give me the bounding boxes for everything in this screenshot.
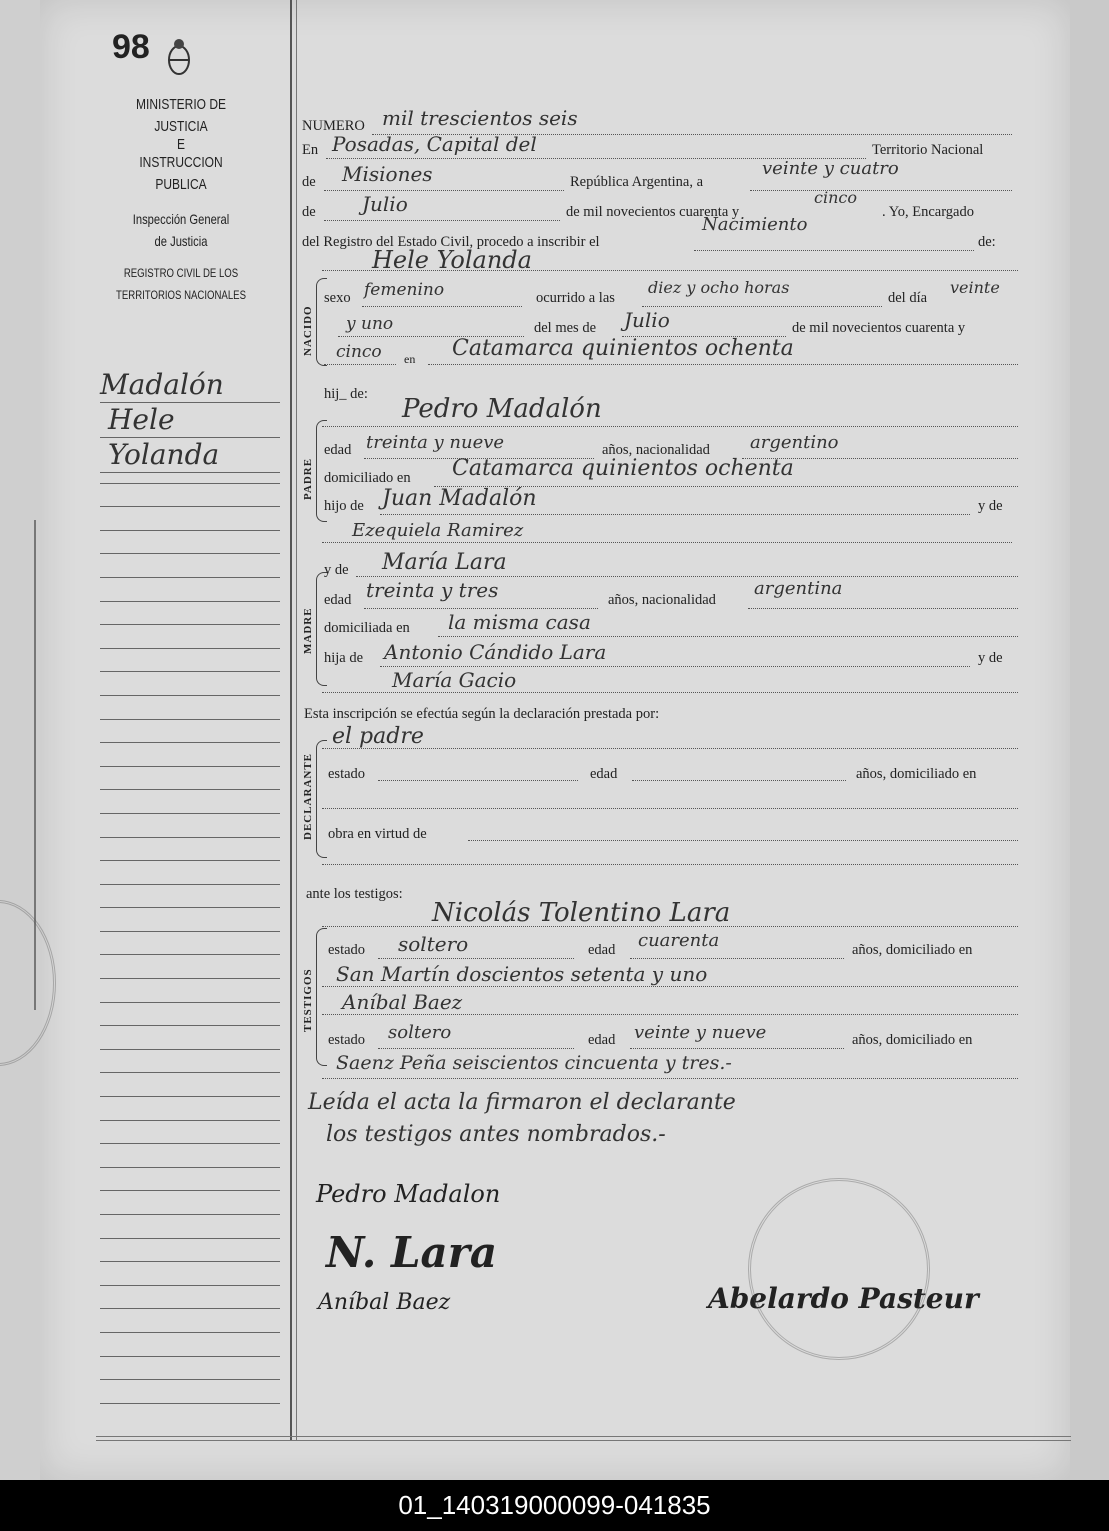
decl-edad-label: edad [590, 766, 618, 782]
madre-label: MADRE [302, 607, 314, 654]
row-declarante-dom [302, 790, 1018, 816]
en-value: Posadas, Capital del [332, 132, 537, 156]
row-testigo1 [302, 898, 1018, 928]
signature-encargado: Abelardo Pasteur [708, 1282, 979, 1315]
en2-label: en [404, 352, 416, 366]
acto-value: Nacimiento [702, 214, 808, 235]
dia-nac-value: veinte [950, 278, 1000, 297]
declaracion-label: Esta inscripción se efectúa según la declaración prestada por: [304, 706, 660, 722]
madre-dom-value: la misma casa [448, 610, 591, 634]
sexo-label: sexo [324, 290, 351, 306]
numero-label: NUMERO [302, 118, 365, 134]
madre-value: María Lara [382, 550, 507, 575]
row-madre-edad [302, 578, 1018, 612]
madre-y-de2-label: y de [978, 650, 1003, 666]
testigos-intro-label: ante los testigos: [306, 886, 403, 902]
padre-label: PADRE [302, 457, 314, 500]
madre-dom-label: domiciliada en [324, 620, 410, 636]
padre-madre-value: Ezequiela Ramirez [352, 520, 524, 541]
nacido-label: NACIDO [302, 305, 314, 356]
bottom-rule-inner [96, 1440, 1071, 1441]
hora-value: diez y ocho horas [648, 278, 790, 297]
official-stamp [748, 1178, 930, 1360]
registro-label: del Registro del Estado Civil, procedo a inscribir el [302, 234, 600, 250]
folio-number: 98 [112, 28, 150, 66]
coat-of-arms-icon [166, 36, 192, 78]
signature-testigo1: N. Lara [326, 1228, 498, 1277]
madre-nac-value: argentina [754, 578, 843, 599]
margin-annotation [100, 368, 280, 473]
row-madre-padres [302, 642, 1018, 668]
encargado-label: . Yo, Encargado [882, 204, 974, 220]
row-madre [302, 552, 1018, 578]
padre-dom-label: domiciliado en [324, 470, 411, 486]
de-label: de [302, 174, 316, 190]
padre-edad-value: treinta y nueve [366, 432, 505, 453]
margin-surname: Madalón [100, 368, 280, 403]
de2-label: de [302, 204, 316, 220]
margin-ruled-lines [100, 460, 280, 1404]
right-page-edge [1070, 0, 1109, 1480]
ministry-line-2: E [176, 136, 185, 153]
numero-value: mil trescientos seis [382, 106, 578, 130]
registry-line-1: REGISTRO CIVIL DE LOS [123, 266, 239, 280]
padre-nac-value: argentino [750, 432, 839, 453]
de-value: Misiones [342, 162, 433, 186]
t2-estado-label: estado [328, 1032, 366, 1048]
year-label: de mil novecientos cuarenta y [566, 204, 740, 220]
testigos-label: TESTIGOS [302, 968, 314, 1032]
row-hijo [302, 382, 1018, 424]
row-obra-2 [302, 852, 1018, 878]
testigo2-value: Aníbal Baez [342, 990, 463, 1014]
image-code-footer: 01_140319000099-041835 [0, 1480, 1109, 1531]
padre-anos-label: años, nacionalidad [602, 442, 710, 458]
margin-divider-inner [296, 0, 297, 1440]
row-t1-estado [302, 930, 1018, 962]
madre-edad-label: edad [324, 592, 352, 608]
de3-label: de: [978, 234, 996, 250]
t2-edad-label: edad [588, 1032, 616, 1048]
registry-line-2: TERRITORIOS NACIONALES [116, 288, 246, 302]
madre-madre-value: María Gacio [392, 668, 517, 692]
row-lugar [302, 336, 1018, 368]
inspection-line-2: de Justicia [154, 233, 208, 249]
sexo-value: femenino [364, 280, 445, 300]
territorio-label: Territorio Nacional [872, 142, 984, 158]
mes-nac-value: Julio [624, 308, 670, 332]
declarante-value: el padre [332, 724, 424, 749]
row-madre-dom [302, 610, 1018, 640]
madre-padre-value: Antonio Cándido Lara [384, 640, 607, 664]
padre-value: Pedro Madalón [402, 394, 602, 424]
madre-y-de-label: y de [324, 562, 349, 578]
padre-edad-label: edad [324, 442, 352, 458]
margin-divider [290, 0, 292, 1440]
t1-edad-label: edad [588, 942, 616, 958]
decl-anos-label: años, domiciliado en [856, 766, 977, 782]
margin-name-1: Hele [100, 403, 280, 438]
row-en [302, 132, 1018, 164]
obra-label: obra en virtud de [328, 826, 427, 842]
row-declarante [302, 724, 1018, 754]
row-sexo [302, 278, 1018, 310]
margin-name-2: Yolanda [100, 438, 280, 473]
t1-estado-value: soltero [398, 932, 469, 956]
row-t2-estado [302, 1022, 1018, 1052]
t1-edad-value: cuarenta [638, 930, 720, 951]
declarante-label: DECLARANTE [302, 752, 314, 840]
t2-dom-value: Saenz Peña seiscientos cincuenta y tres.- [336, 1052, 732, 1074]
hijo-label: hij_ de: [324, 386, 368, 402]
row-t1-dom [302, 962, 1018, 988]
t1-estado-label: estado [328, 942, 366, 958]
mes-label: del mes de [534, 320, 597, 336]
year-nac-value: cinco [336, 342, 382, 362]
t2-anos-label: años, domiciliado en [852, 1032, 973, 1048]
row-declarante-estado [302, 762, 1018, 788]
row-territorio [302, 158, 1018, 194]
ministry-line-3: INSTRUCCION PUBLICA [139, 154, 223, 193]
t2-estado-value: soltero [388, 1022, 452, 1043]
republica-label: República Argentina, a [570, 174, 704, 190]
row-testigo2 [302, 990, 1018, 1016]
padre-y-de-label: y de [978, 498, 1003, 514]
row-fecha [302, 188, 1018, 224]
row-t2-dom [302, 1054, 1018, 1080]
signature-padre: Pedro Madalon [316, 1180, 501, 1208]
padre-padre-value: Juan Madalón [382, 486, 537, 511]
row-madre-madre [302, 668, 1018, 694]
madre-edad-value: treinta y tres [366, 578, 499, 602]
madre-anos-label: años, nacionalidad [608, 592, 716, 608]
lugar-value: Catamarca quinientos ochenta [452, 336, 794, 361]
row-cierre-2 [302, 1122, 1018, 1148]
decl-estado-label: estado [328, 766, 366, 782]
ministry-line-1: MINISTERIO DE JUSTICIA [135, 96, 226, 135]
year-value: cinco [814, 188, 857, 207]
t1-anos-label: años, domiciliado en [852, 942, 973, 958]
madre-hija-de-label: hija de [324, 650, 364, 666]
inspection-line-1: Inspección General [132, 211, 230, 227]
row-padre-dom [302, 456, 1018, 488]
padre-hijo-de-label: hijo de [324, 498, 364, 514]
t2-edad-value: veinte y nueve [634, 1022, 767, 1043]
row-cierre-1 [302, 1090, 1018, 1116]
ocurrido-label: ocurrido a las [536, 290, 615, 306]
bottom-rule [96, 1436, 1071, 1437]
row-obra [302, 822, 1018, 848]
padre-dom-value: Catamarca quinientos ochenta [452, 456, 794, 481]
row-padre-madre [302, 518, 1018, 544]
cierre-line-2: los testigos antes nombrados.- [326, 1122, 666, 1147]
t1-dom-value: San Martín doscientos setenta y uno [336, 962, 708, 986]
mes-value: Julio [362, 192, 408, 216]
ministry-header [115, 94, 248, 306]
nombre-value: Hele Yolanda [372, 246, 532, 274]
signature-testigo2: Aníbal Baez [318, 1290, 451, 1315]
del-dia-label: del día [888, 290, 928, 306]
row-padre-padres [302, 486, 1018, 516]
cierre-line-1: Leída el acta la firmaron el declarante [308, 1090, 736, 1115]
dia-nac-value2: y uno [346, 314, 394, 334]
dia-value: veinte y cuatro [762, 158, 899, 179]
en-label: En [302, 142, 319, 158]
year2-label: de mil novecientos cuarenta y [792, 320, 966, 336]
testigo1-value: Nicolás Tolentino Lara [432, 898, 731, 928]
row-nombre [302, 246, 1018, 278]
